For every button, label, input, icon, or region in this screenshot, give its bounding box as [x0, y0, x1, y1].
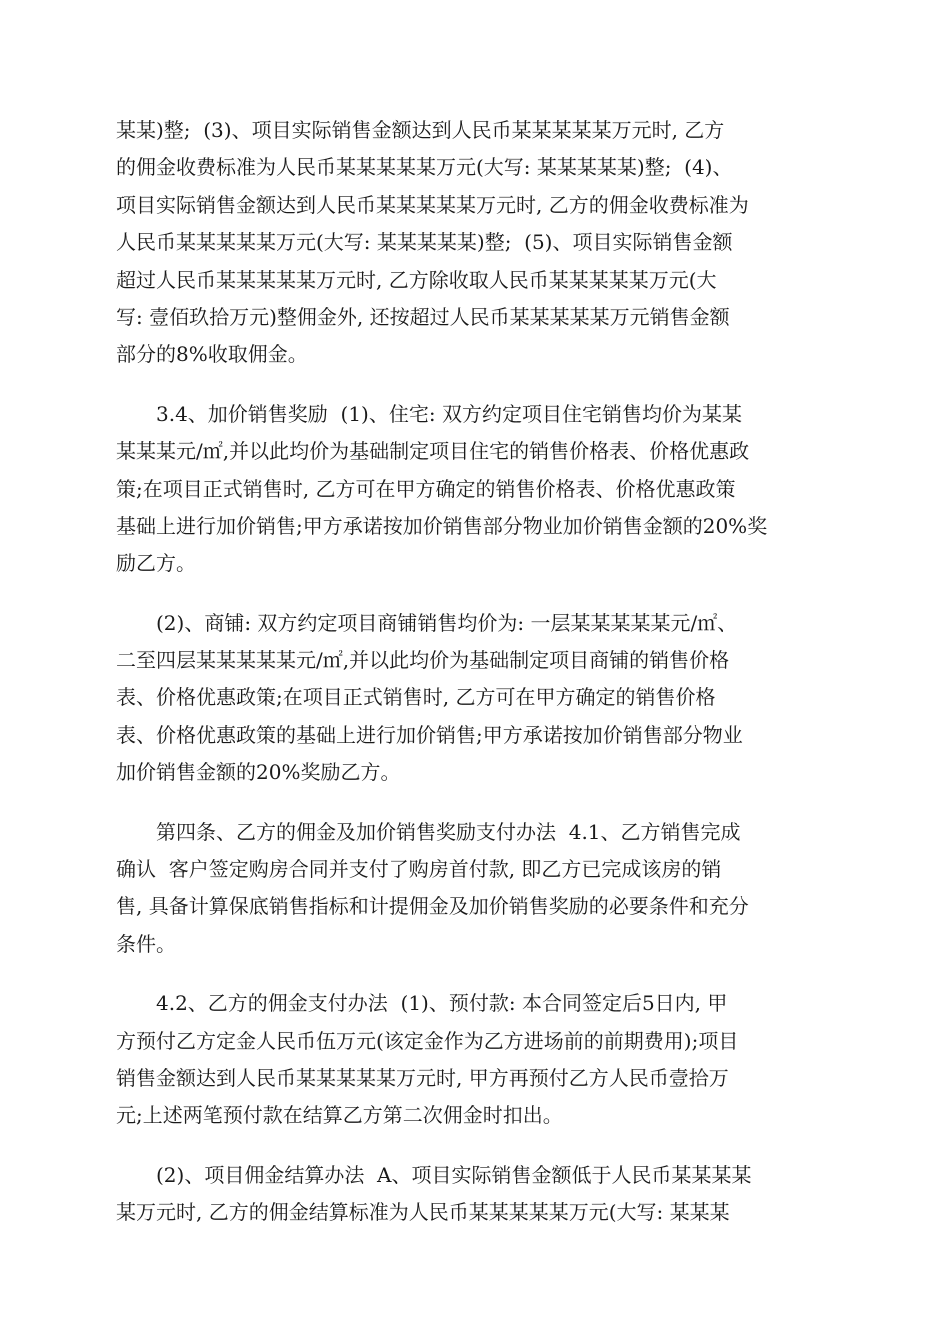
- text-line: 策;在项目正式销售时, 乙方可在甲方确定的销售价格表、价格优惠政策: [116, 476, 736, 501]
- paragraph-markup-bonus-shops: [116, 605, 838, 792]
- paragraph-commission-payment: [116, 985, 838, 1135]
- text-line: 项目实际销售金额达到人民币某某某某某万元时, 乙方的佣金收费标准为: [116, 192, 749, 217]
- text-line: 方预付乙方定金人民币伍万元(该定金作为乙方进场前的前期费用);项目: [116, 1028, 739, 1053]
- text-line: (2)、商铺: 双方约定项目商铺销售均价为: 一层某某某某某元/㎡、: [156, 610, 738, 635]
- text-line: 4.2、乙方的佣金支付办法 (1)、预付款: 本合同签定后5日内, 甲: [156, 991, 728, 1016]
- text-line: 条件。: [116, 931, 176, 956]
- text-line: 售, 具备计算保底销售指标和计提佣金及加价销售奖励的必要条件和充分: [116, 894, 749, 919]
- text-line: (2)、项目佣金结算办法 A、项目实际销售金额低于人民币某某某某: [156, 1162, 752, 1187]
- text-line: 的佣金收费标准为人民币某某某某某万元(大写: 某某某某某)整; (4)、: [116, 155, 733, 180]
- text-line: 某某某元/㎡,并以此均价为基础制定项目住宅的销售价格表、价格优惠政: [116, 439, 750, 464]
- text-line: 3.4、加价销售奖励 (1)、住宅: 双方约定项目住宅销售均价为某某: [156, 401, 742, 426]
- text-line: 写: 壹佰玖拾万元)整佣金外, 还按超过人民币某某某某某万元销售金额: [116, 304, 730, 329]
- text-line: 某某)整; (3)、项目实际销售金额达到人民币某某某某某万元时, 乙方: [116, 118, 725, 142]
- text-line: 确认 客户签定购房合同并支付了购房首付款, 即乙方已完成该房的销: [116, 857, 722, 882]
- text-line: 表、价格优惠政策;在项目正式销售时, 乙方可在甲方确定的销售价格: [116, 685, 716, 710]
- text-line: 人民币某某某某某万元(大写: 某某某某某)整; (5)、项目实际销售金额: [116, 230, 733, 255]
- text-line: 元;上述两笔预付款在结算乙方第二次佣金时扣出。: [116, 1103, 563, 1128]
- paragraph-markup-bonus-residential: [116, 396, 838, 583]
- text-line: 二至四层某某某某某元/㎡,并以此均价为基础制定项目商铺的销售价格: [116, 648, 730, 673]
- text-line: 销售金额达到人民币某某某某某万元时, 甲方再预付乙方人民币壹拾万: [116, 1065, 729, 1090]
- text-line: 超过人民币某某某某某万元时, 乙方除收取人民币某某某某某万元(大: [116, 267, 717, 292]
- text-line: 第四条、乙方的佣金及加价销售奖励支付办法 4.1、乙方销售完成: [156, 819, 741, 844]
- text-line: 部分的8%收取佣金。: [116, 342, 308, 367]
- document-body: [116, 112, 838, 1254]
- paragraph-article-four: [116, 814, 838, 964]
- text-line: 表、价格优惠政策的基础上进行加价销售;甲方承诺按加价销售部分物业: [116, 722, 743, 747]
- text-line: 加价销售金额的20%奖励乙方。: [116, 760, 401, 785]
- text-line: 基础上进行加价销售;甲方承诺按加价销售部分物业加价销售金额的20%奖: [116, 513, 768, 538]
- paragraph-commission-tiers: [116, 112, 838, 374]
- text-line: 某万元时, 乙方的佣金结算标准为人民币某某某某某万元(大写: 某某某: [116, 1200, 730, 1225]
- text-line: 励乙方。: [116, 551, 196, 576]
- paragraph-commission-settlement: [116, 1157, 838, 1232]
